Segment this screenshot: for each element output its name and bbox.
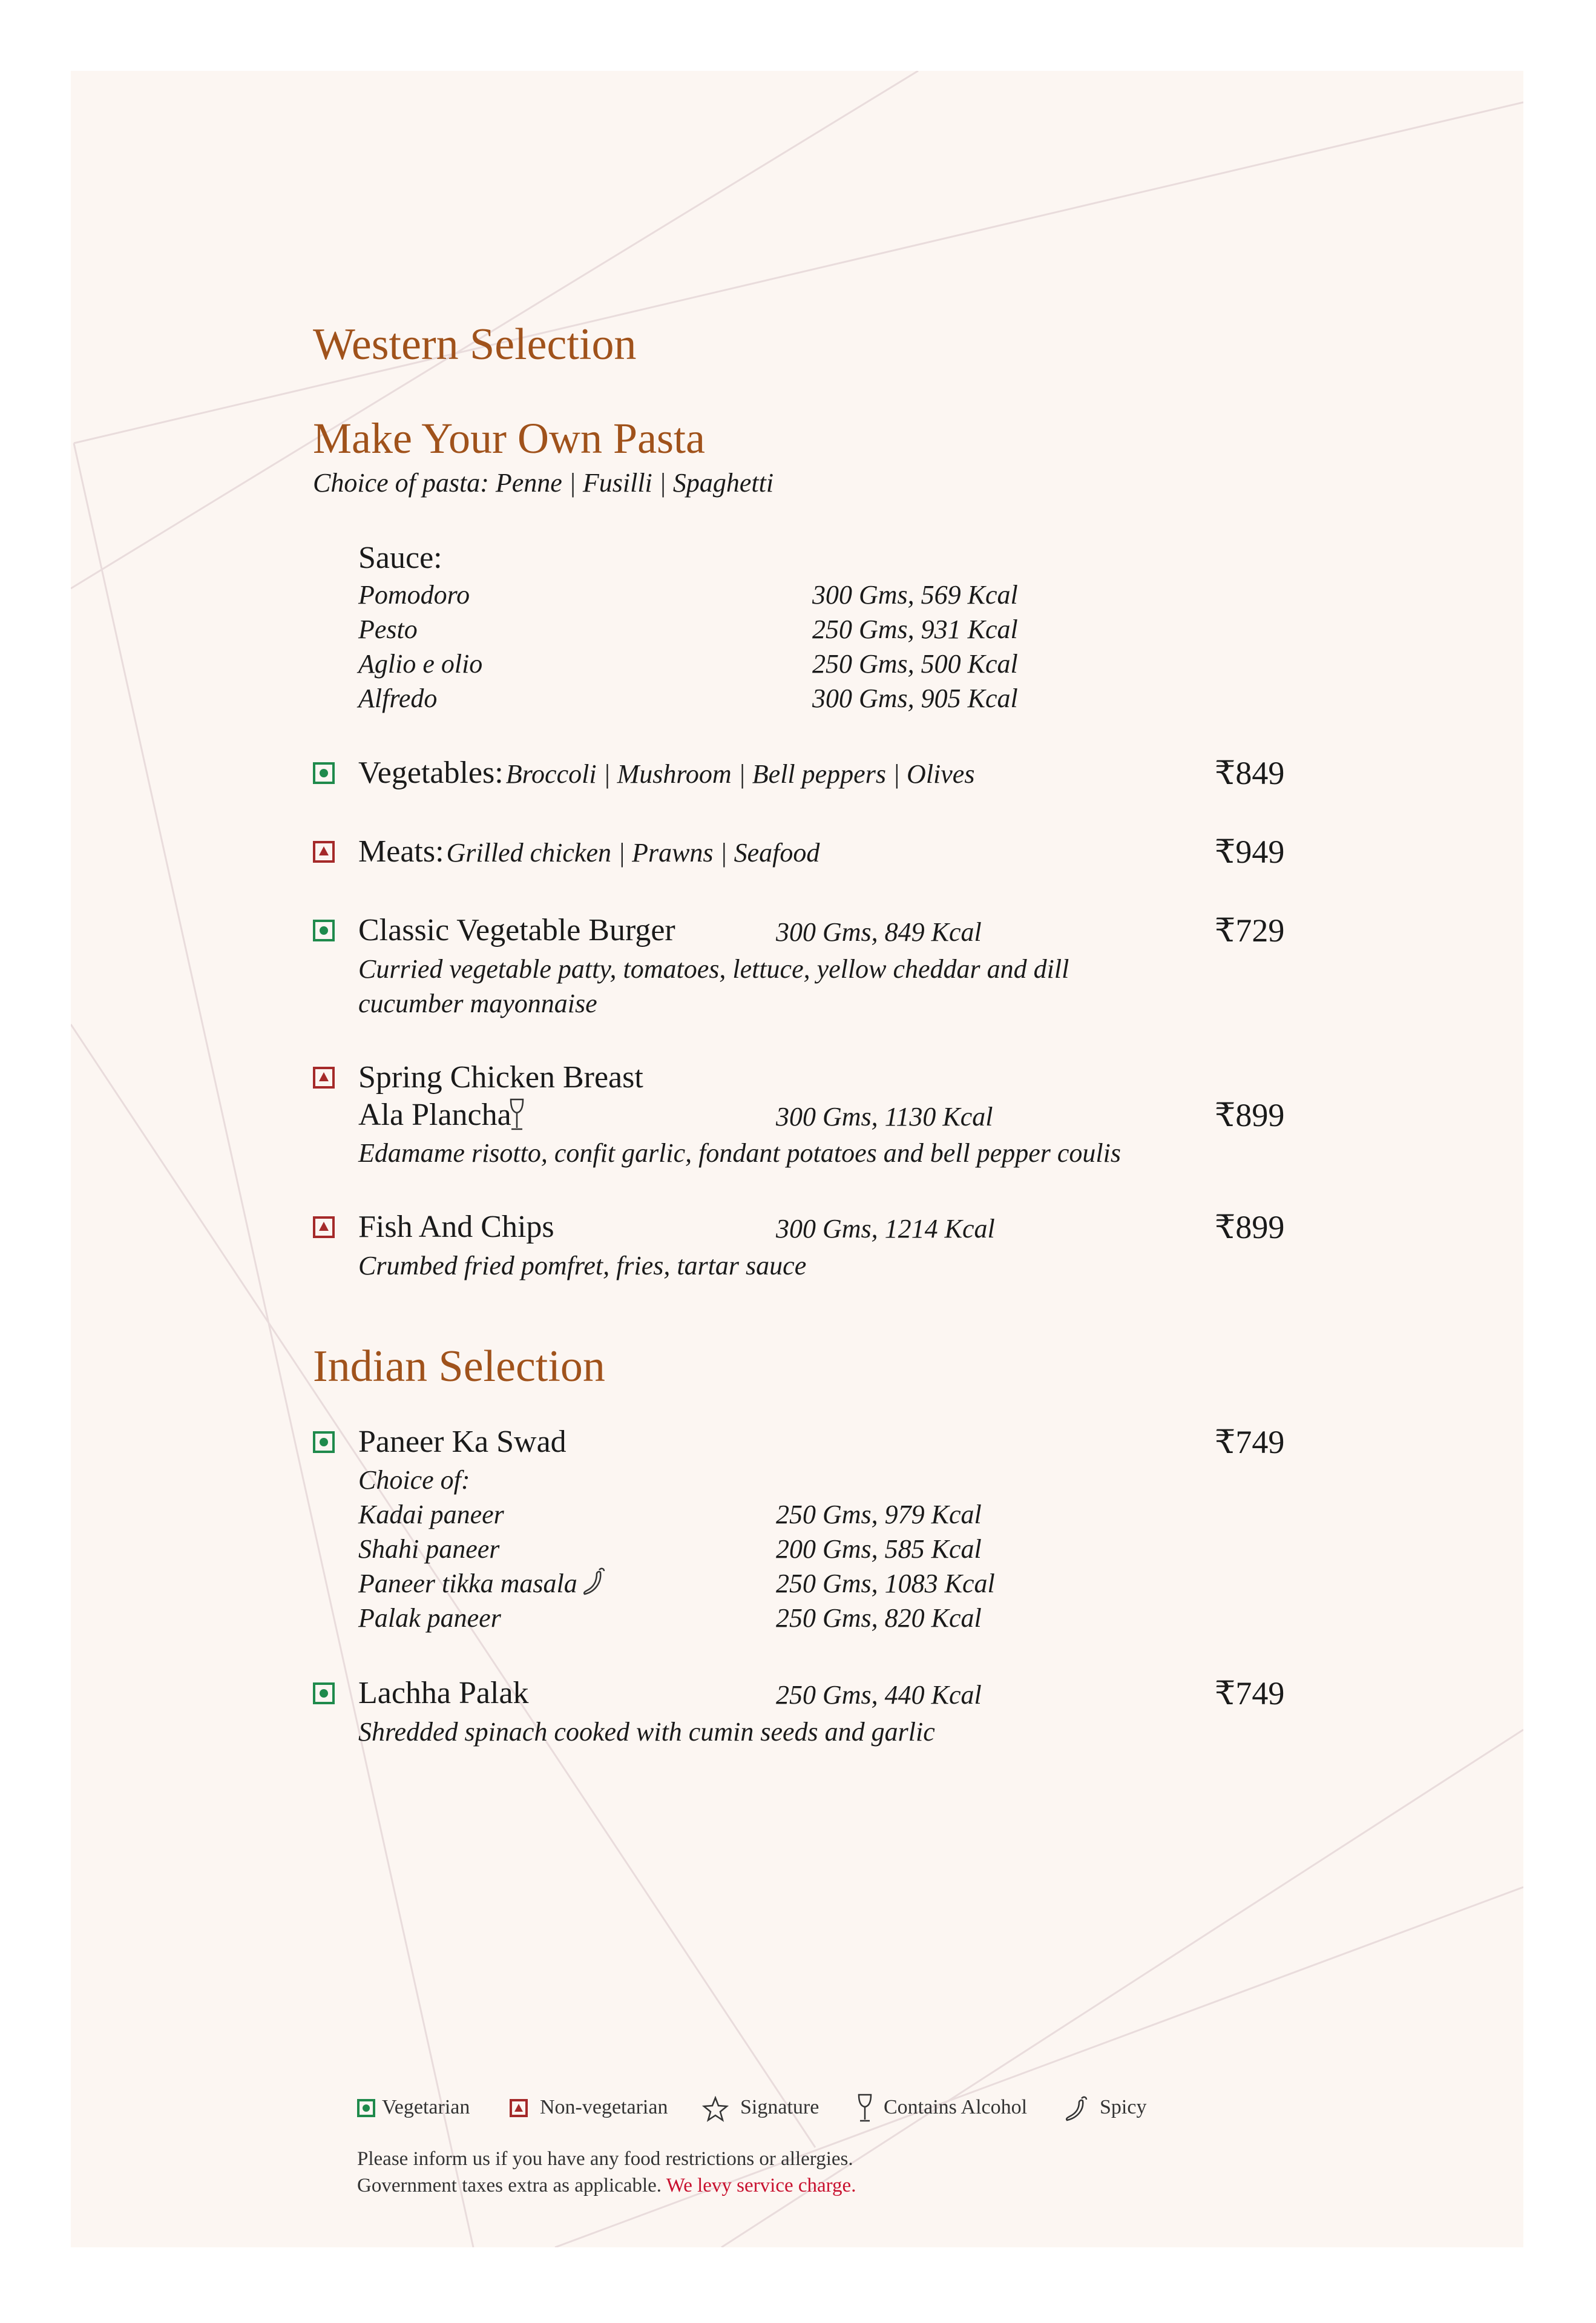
sauce-info: 300 Gms, 905 Kcal <box>812 684 1018 713</box>
fish-name: Fish And Chips <box>358 1210 554 1244</box>
paneer-option-info: 200 Gms, 585 Kcal <box>776 1534 982 1564</box>
sauce-name: Pesto <box>358 615 418 644</box>
paneer-option-name: Kadai paneer <box>358 1500 504 1529</box>
palak-price: ₹749 <box>1215 1675 1285 1712</box>
pasta-choice: Choice of pasta: Penne | Fusilli | Spaghetti <box>313 468 774 498</box>
fish-price: ₹899 <box>1215 1209 1285 1245</box>
nonveg-icon <box>313 1067 335 1089</box>
service-charge-note: We levy service charge. <box>666 2175 856 2196</box>
legend-alcohol-icon <box>856 2093 873 2124</box>
veg-icon <box>313 1682 335 1704</box>
legend-signature-icon <box>702 2096 729 2123</box>
burger-desc: Curried vegetable patty, tomatoes, lettuce, yellow cheddar and dill <box>358 954 1069 984</box>
palak-name: Lachha Palak <box>358 1676 529 1710</box>
burger-info: 300 Gms, 849 Kcal <box>776 917 982 947</box>
legend-contains-alcohol: Contains Alcohol <box>884 2096 1028 2118</box>
legend-spicy: Spicy <box>1100 2096 1147 2118</box>
paneer-choice-label: Choice of: <box>358 1465 470 1495</box>
paneer-option-name: Shahi paneer <box>358 1534 500 1564</box>
section-title-indian: Indian Selection <box>313 1342 605 1391</box>
sauce-label: Sauce: <box>358 541 442 575</box>
meats-options: Grilled chicken | Prawns | Seafood <box>446 838 820 868</box>
sauce-info: 300 Gms, 569 Kcal <box>812 580 1018 610</box>
tax-note-text: Government taxes extra as applicable. <box>357 2175 662 2196</box>
section-title-western: Western Selection <box>313 320 637 369</box>
meats-row <box>358 834 819 869</box>
nonveg-icon <box>313 1216 335 1238</box>
allergy-note: Please inform us if you have any food restrictions or allergies. <box>357 2148 853 2170</box>
veg-icon <box>313 920 335 941</box>
sauce-name: Pomodoro <box>358 580 470 610</box>
chicken-desc: Edamame risotto, confit garlic, fondant potatoes and bell pepper coulis <box>358 1138 1121 1168</box>
veg-icon <box>313 762 335 784</box>
palak-desc: Shredded spinach cooked with cumin seeds and garlic <box>358 1717 935 1747</box>
vegetables-row <box>358 755 974 791</box>
contains-alcohol-icon <box>508 1098 526 1134</box>
sauce-info: 250 Gms, 931 Kcal <box>812 615 1018 644</box>
paneer-option-info: 250 Gms, 820 Kcal <box>776 1603 982 1633</box>
meats-price: ₹949 <box>1215 834 1285 870</box>
paneer-option-name: Paneer tikka masala <box>358 1569 577 1598</box>
burger-name: Classic Vegetable Burger <box>358 913 675 947</box>
vegetables-price: ₹849 <box>1215 755 1285 791</box>
vegetables-options: Broccoli | Mushroom | Bell peppers | Olives <box>505 759 975 789</box>
nonveg-icon <box>313 841 335 863</box>
legend-vegetarian: Vegetarian <box>382 2096 470 2118</box>
fish-desc: Crumbed fried pomfret, fries, tartar sauce <box>358 1251 807 1280</box>
chicken-name-line2: Ala Plancha <box>358 1098 511 1132</box>
legend-signature: Signature <box>740 2096 819 2118</box>
meats-label: Meats: <box>358 834 444 869</box>
veg-icon <box>313 1431 335 1453</box>
vegetables-label: Vegetables: <box>358 756 504 790</box>
legend-spicy-icon <box>1063 2095 1090 2124</box>
paneer-price: ₹749 <box>1215 1424 1285 1460</box>
sauce-name: Alfredo <box>358 684 438 713</box>
spicy-icon <box>581 1566 608 1598</box>
paneer-option-info: 250 Gms, 979 Kcal <box>776 1500 982 1529</box>
chicken-info: 300 Gms, 1130 Kcal <box>776 1102 993 1132</box>
chicken-price: ₹899 <box>1215 1097 1285 1133</box>
paneer-option-name: Palak paneer <box>358 1603 501 1633</box>
paneer-option-info: 250 Gms, 1083 Kcal <box>776 1569 995 1598</box>
pasta-title: Make Your Own Pasta <box>313 414 705 463</box>
chicken-name: Spring Chicken Breast <box>358 1060 643 1095</box>
legend-nonveg-icon <box>510 2099 528 2117</box>
fish-info: 300 Gms, 1214 Kcal <box>776 1214 995 1244</box>
sauce-name: Aglio e olio <box>358 649 483 679</box>
paneer-name: Paneer Ka Swad <box>358 1425 566 1459</box>
sauce-info: 250 Gms, 500 Kcal <box>812 649 1018 679</box>
tax-note <box>357 2175 856 2197</box>
legend-non-vegetarian: Non-vegetarian <box>540 2096 668 2118</box>
burger-desc: cucumber mayonnaise <box>358 989 597 1018</box>
burger-price: ₹729 <box>1215 912 1285 949</box>
palak-info: 250 Gms, 440 Kcal <box>776 1680 982 1710</box>
menu-page <box>71 71 1523 2247</box>
legend-veg-icon <box>357 2099 375 2117</box>
